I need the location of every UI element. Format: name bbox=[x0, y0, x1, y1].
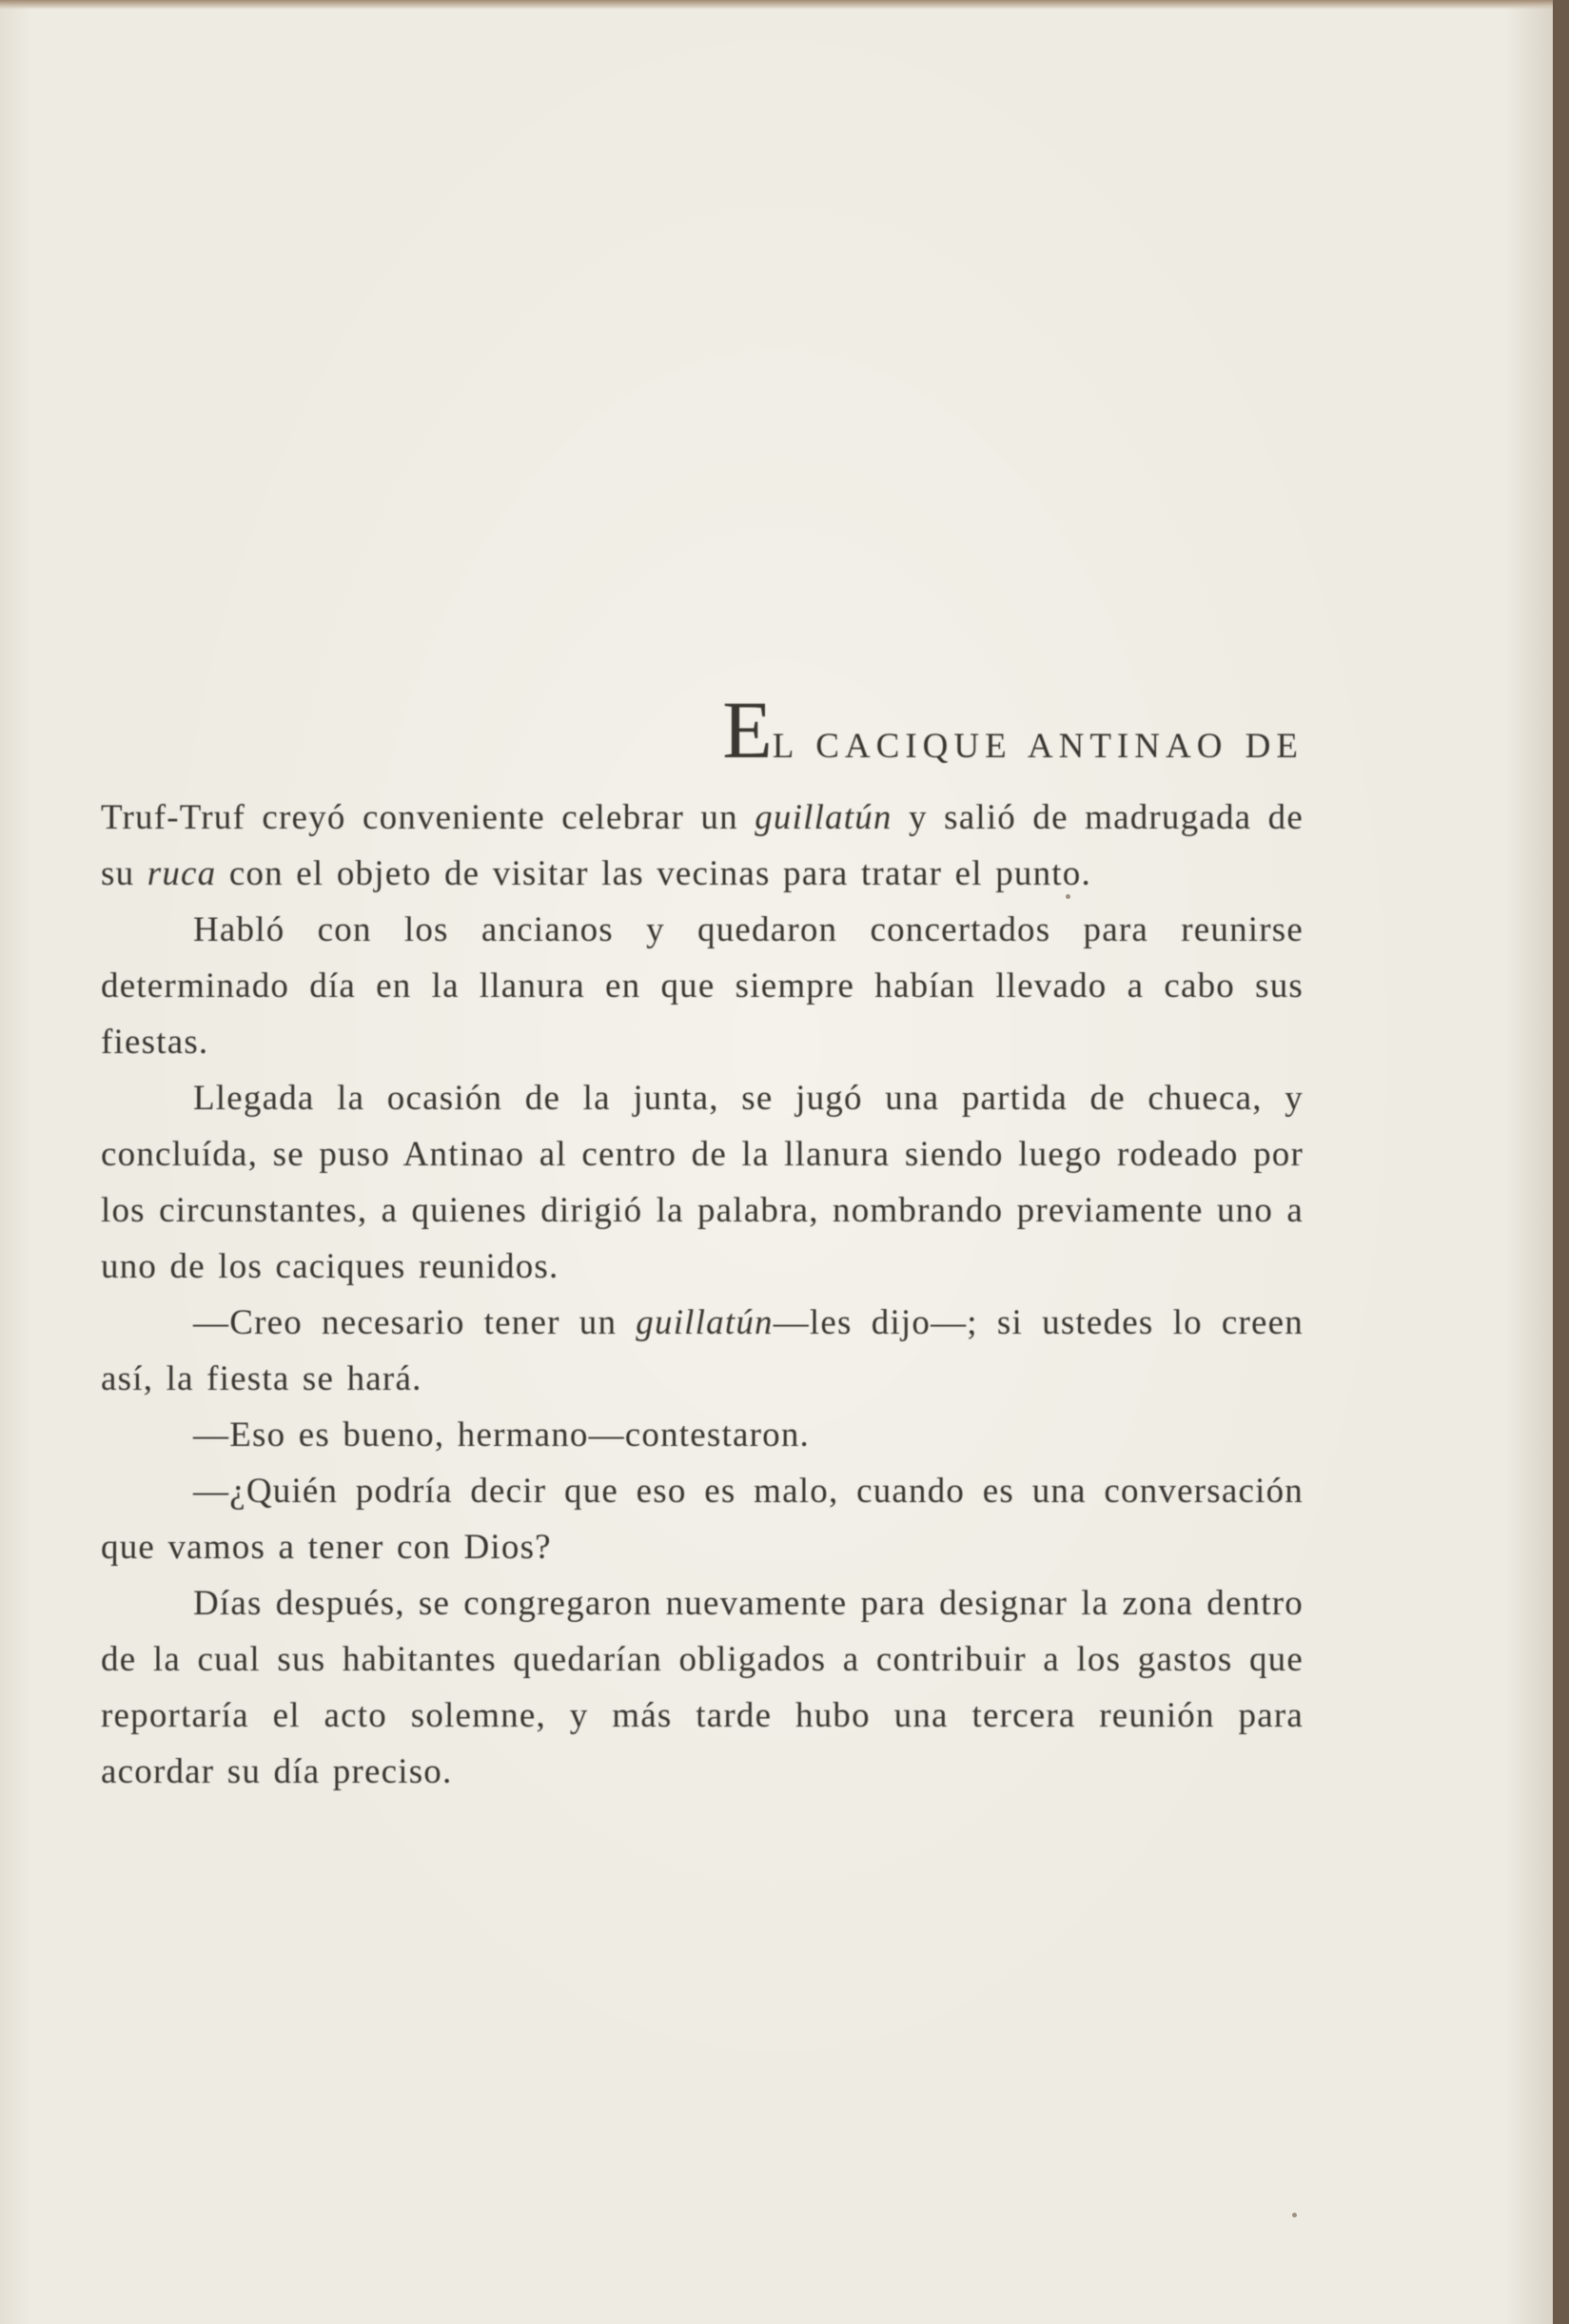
paper-speck bbox=[1292, 2213, 1297, 2217]
text-run: —¿Quién podría decir que eso es malo, cuando es una conversación que vamos a tener con Dios? bbox=[101, 1472, 1304, 1567]
text-run: y salió de madrugada de su bbox=[101, 798, 1304, 893]
opening-paragraph bbox=[101, 790, 1304, 902]
text-run: con el objeto de visitar las vecinas para tratar el punto. bbox=[216, 854, 1091, 893]
italic-term: guillatún bbox=[636, 1303, 774, 1342]
paragraph bbox=[101, 1407, 1304, 1463]
text-run: —Eso es bueno, hermano—contestaron. bbox=[193, 1416, 810, 1455]
drop-initial: E bbox=[722, 684, 773, 775]
page-top-edge bbox=[0, 0, 1553, 10]
text-run: —les dijo—; si ustedes lo creen así, la fiesta se hará. bbox=[101, 1303, 1304, 1398]
paragraph bbox=[101, 902, 1304, 1070]
italic-term: guillatún bbox=[755, 798, 892, 837]
text-run: —Creo necesario tener un bbox=[193, 1303, 637, 1342]
heading-small-caps: L CACIQUE ANTINAO DE bbox=[772, 727, 1304, 766]
chapter-text bbox=[101, 684, 1304, 1800]
italic-term: ruca bbox=[147, 854, 217, 893]
chapter-opening-heading bbox=[101, 684, 1304, 790]
paragraphs bbox=[101, 790, 1304, 1800]
text-run: Truf-Truf creyó conveniente celebrar un bbox=[101, 798, 755, 837]
paragraph bbox=[101, 1575, 1304, 1800]
text-run: Días después, se congregaron nuevamente para designar la zona dentro de la cual sus habitantes quedarían obligados a contribuir a los gastos que reportaría el acto solemne, y más tarde hubo una tercera reunión para acordar su día preciso. bbox=[101, 1584, 1304, 1791]
paper-speck bbox=[1066, 894, 1070, 899]
text-run: Llegada la ocasión de la junta, se jugó una partida de chueca, y concluída, se puso Antinao al centro de la llanura siendo luego rodeado por los circunstantes, a quienes dirigió la palabra, nombrando previamente uno a uno de los caciques reunidos. bbox=[101, 1079, 1304, 1286]
text-run: Habló con los ancianos y quedaron concertados para reunirse determinado día en la llanura en que siempre habían llevado a cabo sus fiestas. bbox=[101, 910, 1304, 1062]
paragraph bbox=[101, 1463, 1304, 1575]
paragraph bbox=[101, 1295, 1304, 1407]
paragraph bbox=[101, 1070, 1304, 1295]
